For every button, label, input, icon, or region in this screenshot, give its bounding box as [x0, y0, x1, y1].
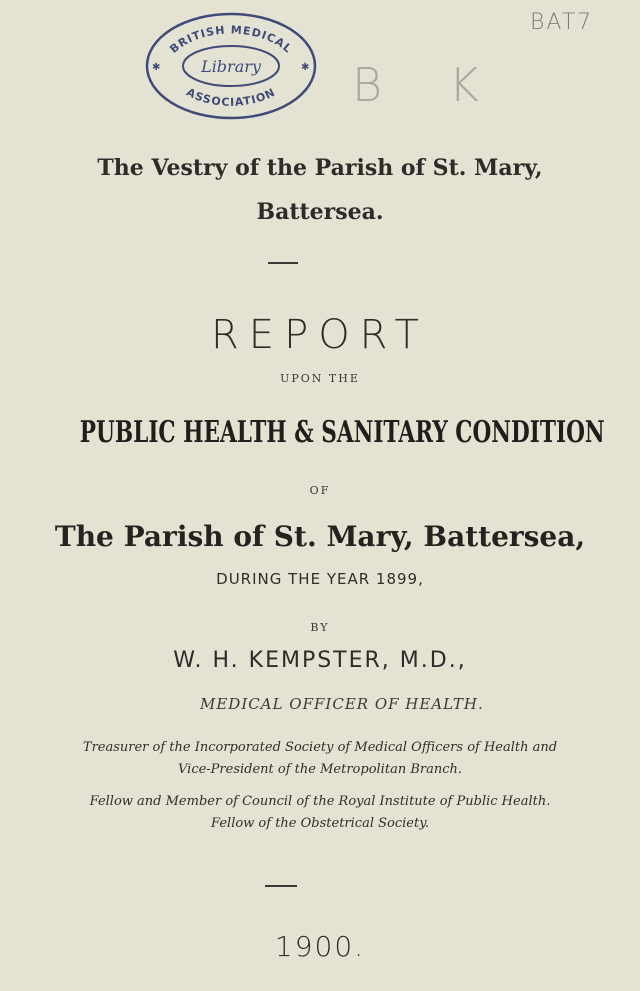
author-name: W. H. KEMPSTER, M.D.,	[173, 648, 467, 673]
stamp-seal	[142, 8, 320, 124]
stamp-star-left: ✱	[152, 62, 161, 73]
parish-heading: The Parish of St. Mary, Battersea,	[54, 520, 586, 553]
credential-1-line-2: Vice-President of the Metropolitan Branch.	[178, 762, 462, 777]
stamp-top-text: BRITISH MEDICAL	[167, 23, 295, 56]
publication-year: 1900.	[274, 930, 366, 963]
credential-2-line-1: Fellow and Member of Council of the Royal Institute of Public Health.	[89, 794, 551, 809]
author-role: MEDICAL OFFICER OF HEALTH.	[200, 695, 484, 713]
credential-2-line-2: Fellow of the Obstetrical Society.	[211, 816, 429, 831]
of-text: OF	[309, 484, 331, 497]
subject-heading: PUBLIC HEALTH & SANITARY CONDITION	[79, 415, 605, 450]
upon-the-text: UPON THE	[280, 372, 360, 385]
by-text: BY	[310, 621, 330, 634]
vestry-line-1: The Vestry of the Parish of St. Mary,	[97, 155, 543, 181]
handwritten-letters: B K	[352, 58, 505, 112]
stamp-center-text: Library	[201, 57, 261, 76]
vestry-line-2: Battersea.	[256, 199, 384, 225]
credential-block-2	[0, 791, 640, 835]
divider-rule	[268, 262, 298, 264]
vestry-heading	[40, 146, 600, 234]
during-year-text: DURING THE YEAR 1899,	[216, 570, 424, 588]
handwritten-shelf-mark: BAT7	[530, 10, 594, 35]
library-stamp	[142, 8, 320, 124]
stamp-star-right: ✱	[301, 62, 310, 73]
credential-1-line-1: Treasurer of the Incorporated Society of Medical Officers of Health and	[82, 740, 558, 755]
credential-block-1	[0, 737, 640, 781]
report-title: REPORT	[211, 312, 429, 358]
divider-rule-bottom	[265, 885, 297, 887]
stamp-bottom-text: ASSOCIATION	[184, 85, 278, 109]
